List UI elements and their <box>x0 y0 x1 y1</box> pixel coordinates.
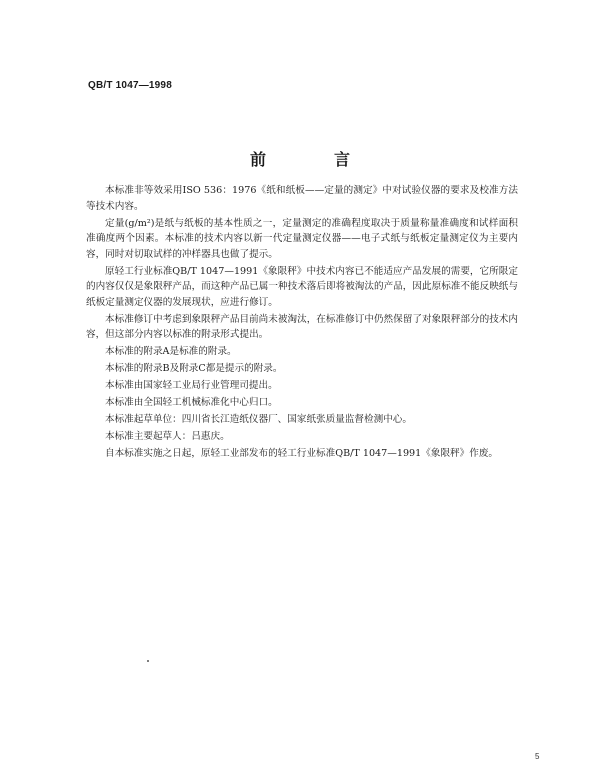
paragraph-2: 定量(g/m²)是纸与纸板的基本性质之一，定量测定的准确程度取决于质量称量准确度和试样面积准确度两个因素。本标准的技术内容以新一代定量测定仪器——电子式纸与纸板定量测定仪为主要内容，同时对切取试样的冲样器具也做了提示。 <box>86 217 518 260</box>
paragraph-4: 本标准修订中考虑到象限秤产品目前尚未被淘汰，在标准修订中仍然保留了对象限秤部分的技术内容，但这部分内容以标准的附录形式提出。 <box>86 313 518 340</box>
paragraph-6: 本标准的附录B及附录C都是提示的附录。 <box>105 363 283 374</box>
standard-code: QB/T 1047—1998 <box>88 80 172 91</box>
paragraph-1: 本标准非等效采用ISO 536：1976《纸和纸板——定量的测定》中对试验仪器的要求及校准方法等技术内容。 <box>86 185 518 212</box>
paragraph-3: 原轻工行业标准QB/T 1047—1991《象限秤》中技术内容已不能适应产品发展的需要，它所限定的内容仅仅是象限秤产品，而这种产品已属一种技术落后即将被淘汰的产品，因此原标准不能反映纸与纸板定量测定仪器的发展现状，应进行修订。 <box>86 265 518 308</box>
foreword-body <box>86 183 518 463</box>
page-title: 前 言 <box>249 150 376 169</box>
paragraph-10: 本标准主要起草人：吕惠庆。 <box>105 431 230 442</box>
paragraph-9: 本标准起草单位：四川省长江造纸仪器厂、国家纸张质量监督检测中心。 <box>105 414 412 425</box>
scan-speck <box>147 660 149 662</box>
paragraph-7: 本标准由国家轻工业局行业管理司提出。 <box>105 380 278 391</box>
paragraph-8: 本标准由全国轻工机械标准化中心归口。 <box>105 397 278 408</box>
paragraph-5: 本标准的附录A是标准的附录。 <box>105 346 237 357</box>
page-number: 5 <box>535 752 540 761</box>
paragraph-11: 自本标准实施之日起，原轻工业部发布的轻工行业标准QB/T 1047—1991《象限秤》作废。 <box>105 448 499 459</box>
